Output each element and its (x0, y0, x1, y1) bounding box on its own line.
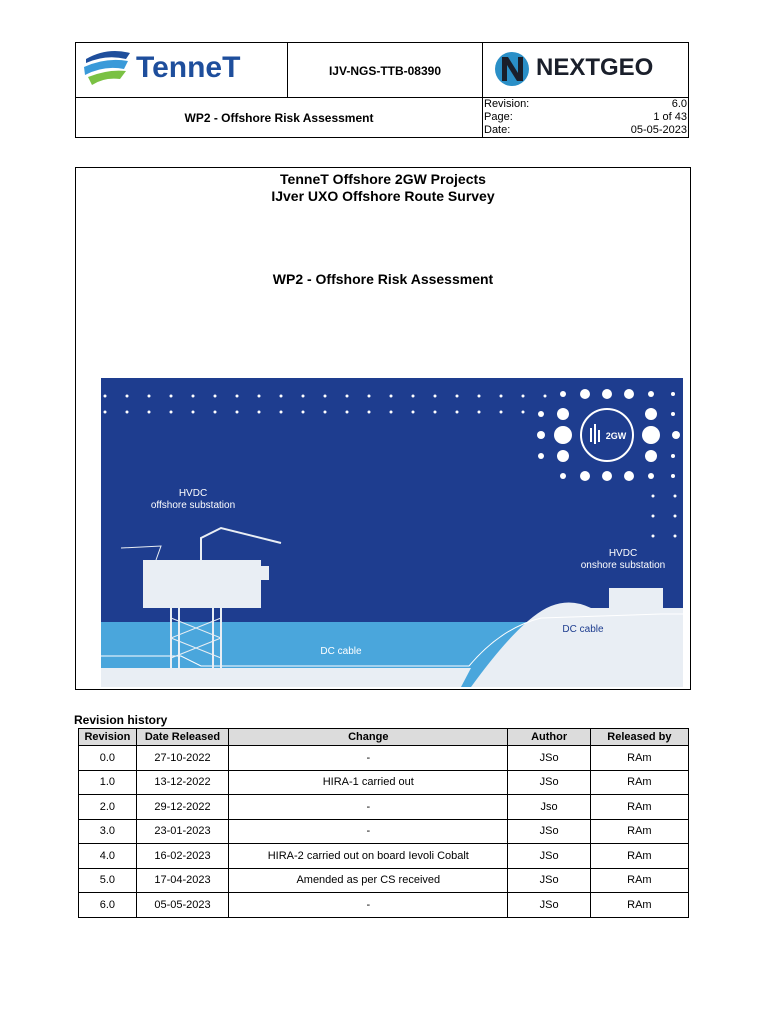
tennet-logo (82, 47, 282, 93)
author-cell: JSo (508, 770, 590, 795)
dc-cable-sea-label: DC cable (320, 646, 362, 657)
nextgeo-logo-text: NEXTGEO (536, 54, 654, 81)
date-cell: 13-12-2022 (136, 770, 228, 795)
table-row (79, 819, 689, 844)
change-cell: - (229, 893, 508, 918)
page-row (483, 111, 689, 124)
author-cell: JSo (508, 819, 590, 844)
change-cell: - (229, 795, 508, 820)
change-cell: HIRA-1 carried out (229, 770, 508, 795)
header-subtitle: WP2 - Offshore Risk Assessment (184, 111, 374, 125)
released-by-cell: RAm (590, 893, 688, 918)
table-row (79, 770, 689, 795)
tennet-logo-text: TenneT (136, 51, 241, 84)
column-header: Date Released (136, 729, 228, 746)
column-header: Author (508, 729, 590, 746)
change-cell: HIRA-2 carried out on board Ievoli Cobalt (229, 844, 508, 869)
table-row (79, 868, 689, 893)
hvdc-offshore-label-1: HVDC (178, 488, 208, 499)
header-meta (483, 98, 689, 138)
revision-value: 6.0 (671, 98, 687, 110)
released-by-cell: RAm (590, 868, 688, 893)
table-row (79, 893, 689, 918)
table-row (79, 844, 689, 869)
hvdc-onshore-label-1: HVDC (608, 548, 638, 559)
document-id: IJV-NGS-TTB-08390 (328, 63, 442, 78)
change-cell: - (229, 819, 508, 844)
revision-history-table (78, 728, 689, 918)
released-by-cell: RAm (590, 844, 688, 869)
page-label: Page: (484, 111, 513, 123)
table-row (79, 795, 689, 820)
change-cell: - (229, 746, 508, 771)
table-row (79, 746, 689, 771)
document-header (75, 42, 689, 138)
onshore-substation-drawing (609, 588, 663, 612)
revision-cell: 1.0 (79, 770, 137, 795)
hvdc-onshore-label-2: onshore substation (580, 560, 666, 571)
date-row (483, 124, 689, 137)
change-cell: Amended as per CS received (229, 868, 508, 893)
released-by-cell: RAm (590, 770, 688, 795)
project-title: TenneT Offshore 2GW Projects (280, 171, 486, 187)
project-illustration (101, 378, 683, 687)
released-by-cell: RAm (590, 746, 688, 771)
revision-cell: 3.0 (79, 819, 137, 844)
date-cell: 05-05-2023 (136, 893, 228, 918)
revision-cell: 4.0 (79, 844, 137, 869)
date-cell: 27-10-2022 (136, 746, 228, 771)
page-value: 1 of 43 (653, 111, 687, 123)
title-block (75, 167, 691, 690)
date-cell: 23-01-2023 (136, 819, 228, 844)
table-header-row (79, 729, 689, 746)
seabed (101, 668, 471, 687)
date-cell: 29-12-2022 (136, 795, 228, 820)
date-cell: 16-02-2023 (136, 844, 228, 869)
author-cell: JSo (508, 746, 590, 771)
date-value: 05-05-2023 (630, 124, 687, 136)
column-header: Revision (79, 729, 137, 746)
column-header: Released by (590, 729, 688, 746)
revision-cell: 6.0 (79, 893, 137, 918)
hvdc-offshore-label-2: offshore substation (150, 500, 236, 511)
author-cell: JSo (508, 868, 590, 893)
released-by-cell: RAm (590, 795, 688, 820)
revision-cell: 5.0 (79, 868, 137, 893)
revision-cell: 2.0 (79, 795, 137, 820)
2gw-badge-text: 2GW (605, 431, 627, 441)
tennet-logo-mark (84, 51, 130, 85)
nextgeo-logo (492, 45, 682, 93)
date-cell: 17-04-2023 (136, 868, 228, 893)
survey-title: IJver UXO Offshore Route Survey (271, 188, 495, 204)
released-by-cell: RAm (590, 819, 688, 844)
revision-label: Revision: (484, 98, 530, 110)
revision-history-label: Revision history (74, 713, 168, 727)
column-header: Change (229, 729, 508, 746)
author-cell: JSo (508, 893, 590, 918)
revision-row (483, 98, 689, 111)
revision-cell: 0.0 (79, 746, 137, 771)
dc-cable-land-label: DC cable (562, 624, 604, 635)
date-label: Date: (484, 124, 511, 136)
nextgeo-logo-mark (495, 52, 529, 86)
document-title: WP2 - Offshore Risk Assessment (272, 271, 494, 287)
author-cell: Jso (508, 795, 590, 820)
author-cell: JSo (508, 844, 590, 869)
